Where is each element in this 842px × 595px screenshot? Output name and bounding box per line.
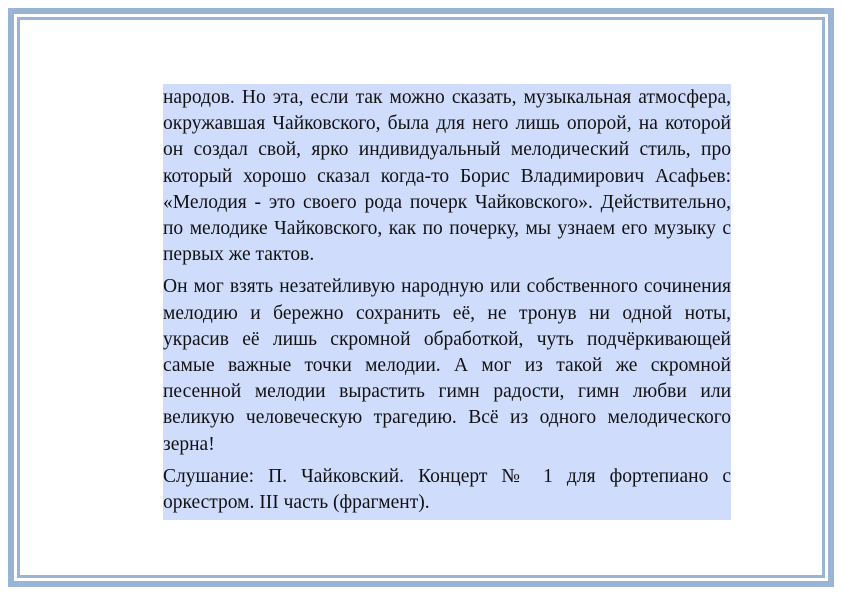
paragraph-listening-assignment: Слушание: П. Чайковский. Концерт № 1 для фортепиано с оркестром. III часть (фрагмент). — [163, 465, 731, 514]
paragraph-melody-style: народов. Но эта, если так можно сказать, музыкальная атмосфера, окружавшая Чайковского, была для него лишь опорой, на которой он создал свой, ярко индивидуальный мелодический стиль, про который хорошо сказал когда-то Борис Владимирович Асафьев: «Мелодия - это своего рода почерк Чайковского». Действительно, по мелодике Чайковского, как по почерку, мы узнаем его музыку с первых же тактов. — [163, 87, 731, 266]
text-block — [163, 84, 731, 520]
paragraph-melody-development: Он мог взять незатейливую народную или собственного сочинения мелодию и бережно сохранить её, не тронув ни одной ноты, украсив её лишь скромной обработкой, чуть подчёркивающей самые важные точки мелодии. А мог из такой же скромной песенной мелодии вырастить гимн радости, гимн любви или великую человеческую трагедию. Всё из одного мелодического зерна! — [163, 276, 731, 455]
